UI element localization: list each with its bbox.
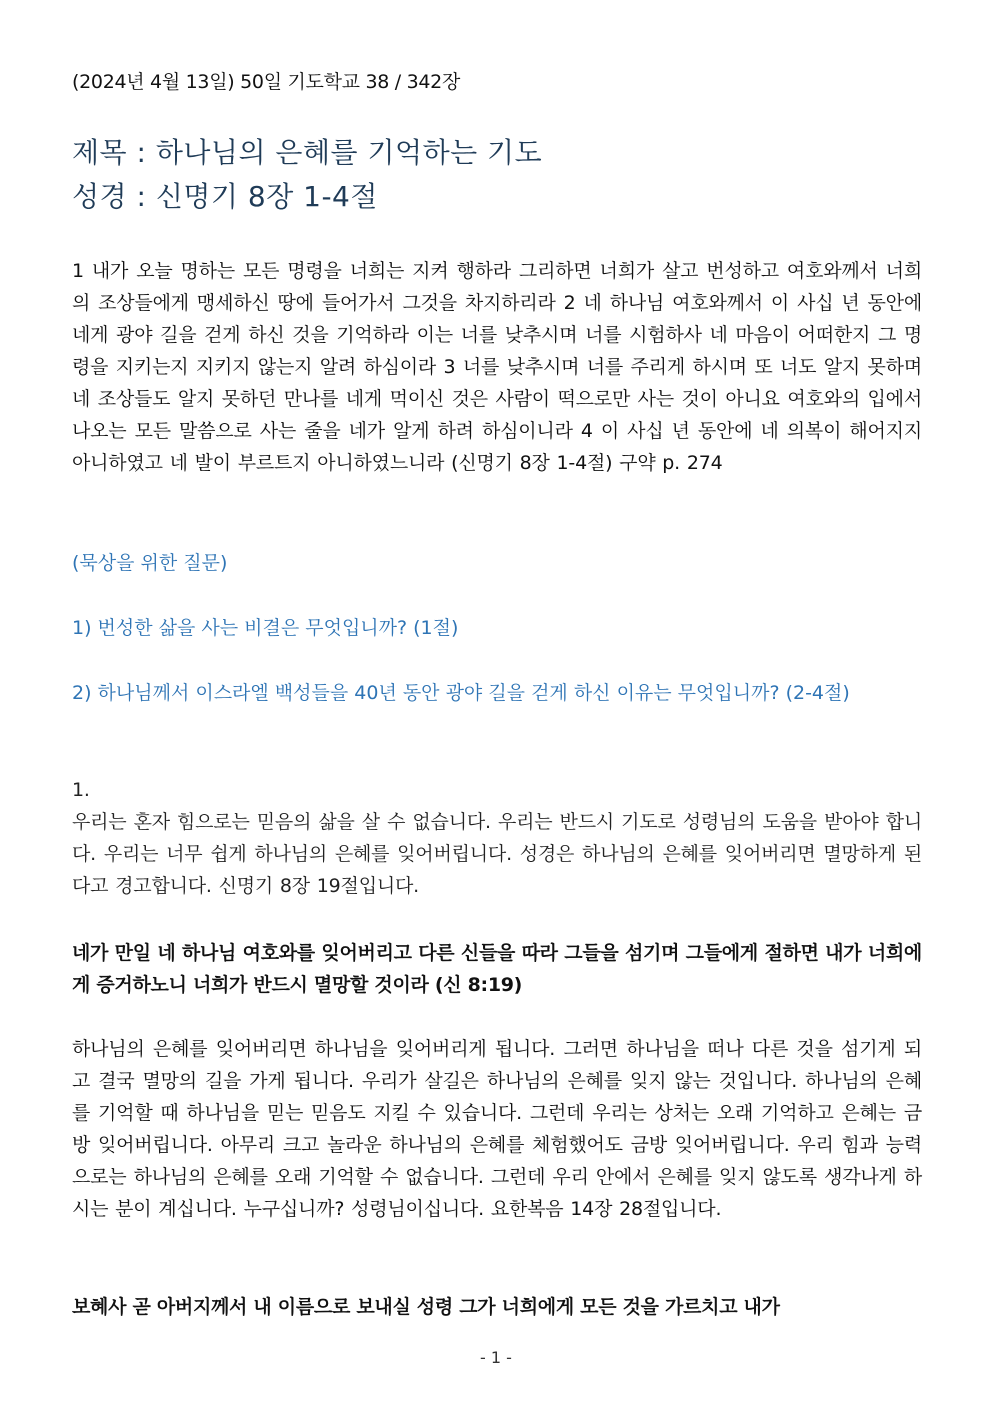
section-number: 1. <box>72 779 90 801</box>
page-number: - 1 - <box>480 1348 512 1367</box>
bible-quote-2: 보혜사 곧 아버지께서 내 이름으로 보내실 성령 그가 너희에게 모든 것을 가르치고 내가 <box>72 1296 780 1318</box>
body-paragraph-2: 하나님의 은혜를 잊어버리면 하나님을 잊어버리게 됩니다. 그러면 하나님을 떠나 다른 것을 섬기게 되고 결국 멸망의 길을 가게 됩니다. 우리가 살길은 하나님의 은혜를 잊지 않는 것입니다. 하나님의 은혜를 기억할 때 하나님을 믿는 믿음도 지킬 수 있습니다. 그런데 우리는 상처는 오래 기억하고 은혜는 금방 잊어버립니다. 아무리 크고 놀라운 하나님의 은혜를 체험했어도 금방 잊어버립니다. 우리 힘과 능력으로는 하나님의 은혜를 오래 기억할 수 없습니다. 그런데 우리 안에서 은혜를 잊지 않도록 생각나게 하시는 분이 계십니다. 누구십니까? 성령님이십니다. 요한복음 14장 28절입니다. <box>72 1038 922 1220</box>
meditation-question-1: 1) 번성한 삶을 사는 비결은 무엇입니까? (1절) <box>72 617 459 639</box>
section-1 <box>72 774 922 902</box>
meditation-question-2: 2) 하나님께서 이스라엘 백성들을 40년 동안 광야 길을 걷게 하신 이유는 무엇입니까? (2-4절) <box>72 682 850 704</box>
scripture-passage: 1 내가 오늘 명하는 모든 명령을 너희는 지켜 행하라 그리하면 너희가 살고 번성하고 여호와께서 너희의 조상들에게 맹세하신 땅에 들어가서 그것을 차지하리라 2 네 하나님 여호와께서 이 사십 년 동안에 네게 광야 길을 걷게 하신 것을 기억하라 이는 너를 낮추시며 너를 시험하사 네 마음이 어떠한지 그 명령을 지키는지 지키지 않는지 알려 하심이라 3 너를 낮추시며 너를 주리게 하시며 또 너도 알지 못하며 네 조상들도 알지 못하던 만나를 네게 먹이신 것은 사람이 떡으로만 사는 것이 아니요 여호와의 입에서 나오는 모든 말씀으로 사는 줄을 네가 알게 하려 하심이니라 4 이 사십 년 동안에 네 의복이 해어지지 아니하였고 네 발이 부르트지 아니하였느니라 (신명기 8장 1-4절) 구약 p. 274 <box>72 260 922 474</box>
section-text: 우리는 혼자 힘으로는 믿음의 삶을 살 수 없습니다. 우리는 반드시 기도로 성령님의 도움을 받아야 합니다. 우리는 너무 쉽게 하나님의 은혜를 잊어버립니다. 성경은 하나님의 은혜를 잊어버리면 멸망하게 된다고 경고합니다. 신명기 8장 19절입니다. <box>72 811 922 897</box>
bible-quote-1: 네가 만일 네 하나님 여호와를 잊어버리고 다른 신들을 따라 그들을 섬기며 그들에게 절하면 내가 너희에게 증거하노니 너희가 반드시 멸망할 것이라 (신 8:19) <box>72 942 922 996</box>
meditation-heading: (묵상을 위한 질문) <box>72 552 228 574</box>
sermon-title: 제목 : 하나님의 은혜를 기억하는 기도 <box>72 136 543 169</box>
scripture-reference: 성경 : 신명기 8장 1-4절 <box>72 180 378 213</box>
date-line: (2024년 4월 13일) 50일 기도학교 38 / 342장 <box>72 71 461 93</box>
